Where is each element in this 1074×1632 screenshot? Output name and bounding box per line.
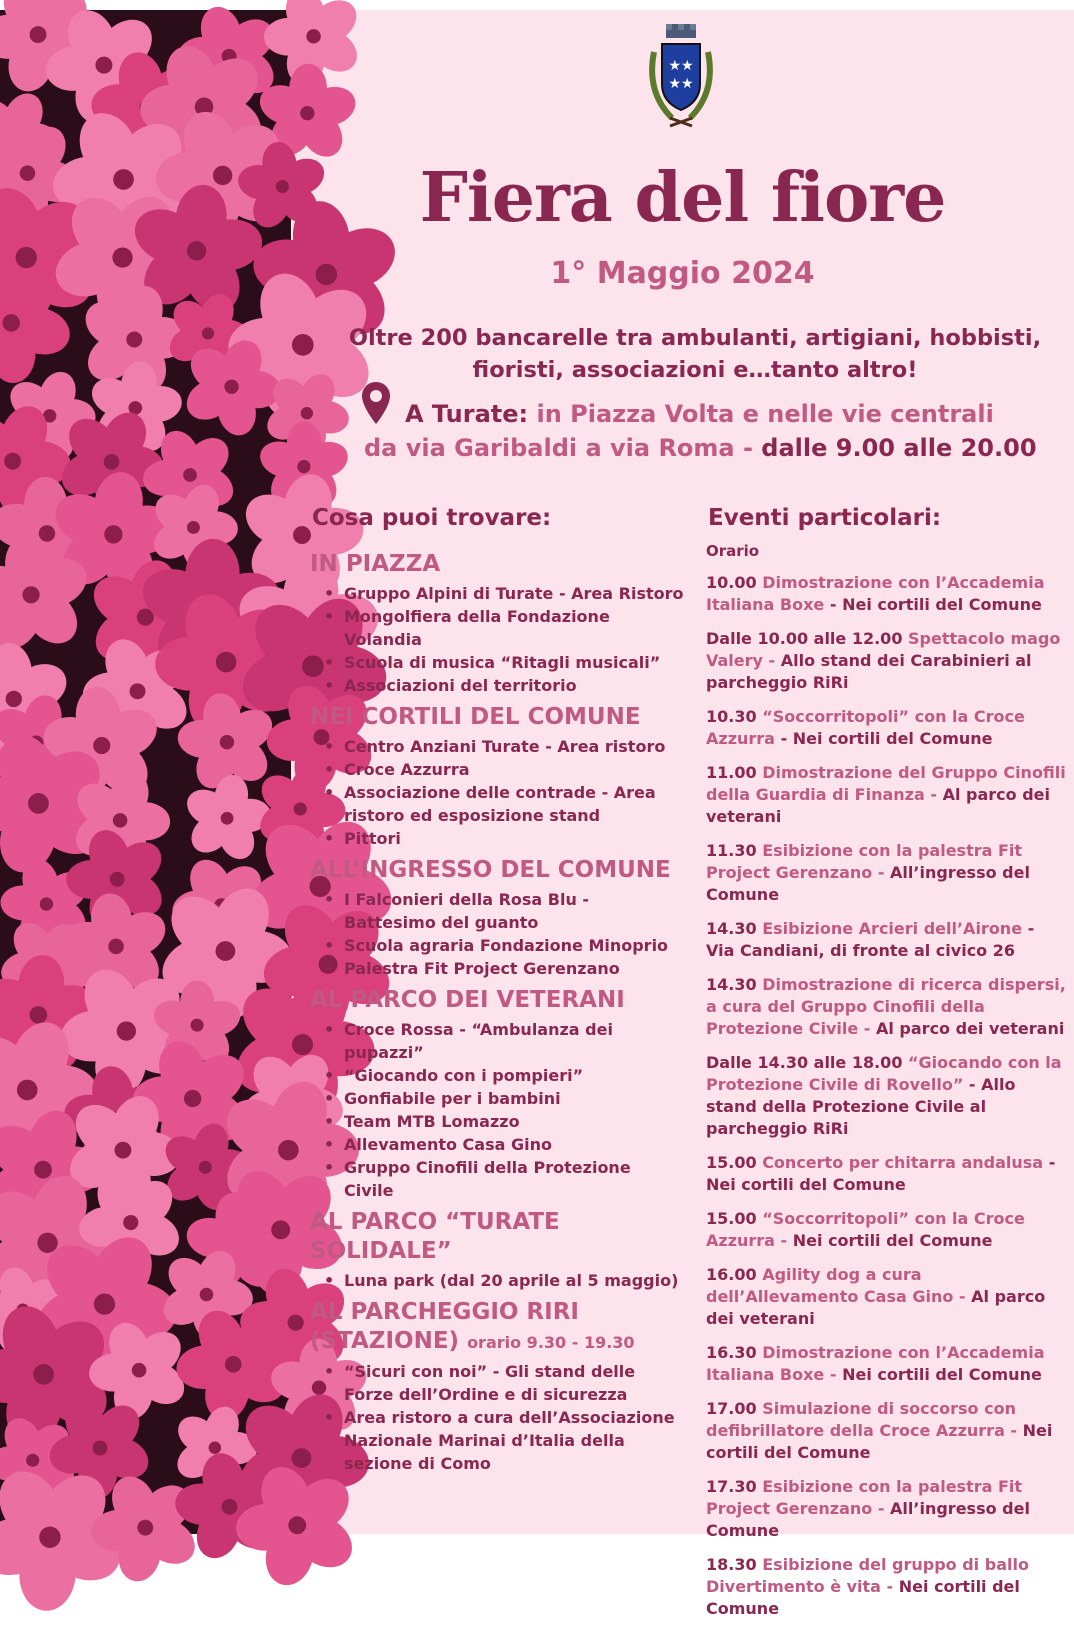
list-item: • Scuola di musica “Ritagli musicali” bbox=[310, 651, 685, 674]
events-subheading: Orario bbox=[706, 542, 760, 560]
list-item: • Area ristoro a cura dell’Associazione Nazionale Marinai d’Italia della sezione di Como bbox=[310, 1406, 685, 1475]
event-desc: Esibizione con la palestra Fit Project Gerenzano - bbox=[706, 1477, 1023, 1518]
intro-text: Oltre 200 bancarelle tra ambulanti, artigiani, hobbisti, fioristi, associazioni e…tanto altro! bbox=[348, 325, 1042, 383]
section-title bbox=[310, 1298, 685, 1357]
event-time: 10.00 bbox=[706, 573, 757, 592]
event-time: 14.30 bbox=[706, 975, 757, 994]
left-heading: Cosa puoi trovare: bbox=[312, 505, 552, 531]
event-place: Allo stand dei Carabinieri al parcheggio RiRi bbox=[706, 651, 1032, 692]
list-item: • Mongolfiera della Fondazione Volandia bbox=[310, 605, 685, 651]
list-item: • Team MTB Lomazzo bbox=[310, 1110, 685, 1133]
right-heading: Eventi particolari: bbox=[708, 505, 942, 531]
list-item: • Luna park (dal 20 aprile al 5 maggio) bbox=[310, 1269, 685, 1292]
flower-photo bbox=[0, 10, 291, 1534]
section-items bbox=[310, 888, 685, 980]
section-items bbox=[310, 1269, 685, 1292]
poster bbox=[0, 10, 1074, 1618]
event-place: - Via Candiani, di fronte al civico 26 bbox=[706, 919, 1035, 960]
event-place: Nei cortili del Comune bbox=[706, 1577, 1020, 1618]
event-item bbox=[706, 840, 1066, 906]
event-time: 15.00 bbox=[706, 1209, 757, 1228]
list-item: • Croce Azzurra bbox=[310, 758, 685, 781]
event-desc: Agility dog a cura dell’Allevamento Casa Gino - bbox=[706, 1265, 966, 1306]
list-item: • “Sicuri con noi” - Gli stand delle Forze dell’Ordine e di sicurezza bbox=[310, 1360, 685, 1406]
municipal-crest-icon bbox=[642, 22, 720, 132]
event-desc: Esibizione del gruppo di ballo Divertimento è vita - bbox=[706, 1555, 1029, 1596]
list-item: • Gonfiabile per i bambini bbox=[310, 1087, 685, 1110]
event-item bbox=[706, 1264, 1066, 1330]
event-place: Al parco dei veterani bbox=[706, 785, 1050, 826]
event-place: Nei cortili del Comune bbox=[706, 1421, 1053, 1462]
event-place: - Nei cortili del Comune bbox=[829, 595, 1042, 614]
event-place: Nei cortili del Comune bbox=[842, 1365, 1042, 1384]
page-title: Fiera del fiore bbox=[419, 158, 946, 238]
list-item: • Gruppo Cinofili della Protezione Civile bbox=[310, 1156, 685, 1202]
section-items bbox=[310, 582, 685, 697]
list-item: • Palestra Fit Project Gerenzano bbox=[310, 957, 685, 980]
list-item: • Scuola agraria Fondazione Minoprio bbox=[310, 934, 685, 957]
list-item: • Allevamento Casa Gino bbox=[310, 1133, 685, 1156]
event-time: 16.30 bbox=[706, 1343, 757, 1362]
event-time: 10.30 bbox=[706, 707, 757, 726]
event-item bbox=[706, 1476, 1066, 1542]
event-desc: Spettacolo mago Valery - bbox=[706, 629, 1061, 670]
flower-illustration bbox=[0, 10, 291, 1534]
event-time: 16.00 bbox=[706, 1265, 757, 1284]
event-time: Dalle 14.30 alle 18.00 bbox=[706, 1053, 903, 1072]
streets-line bbox=[364, 434, 1037, 462]
event-time: 17.00 bbox=[706, 1399, 757, 1418]
event-item bbox=[706, 1554, 1066, 1620]
list-item: • Pittori bbox=[310, 827, 685, 850]
event-item bbox=[706, 762, 1066, 828]
event-desc: Dimostrazione con l’Accademia Italiana Boxe - bbox=[706, 1343, 1045, 1384]
event-time: 11.30 bbox=[706, 841, 757, 860]
event-item bbox=[706, 1152, 1066, 1196]
svg-text:★★: ★★ bbox=[668, 76, 694, 92]
list-item: • Associazioni del territorio bbox=[310, 674, 685, 697]
opening-hours: dalle 9.00 alle 20.00 bbox=[761, 434, 1037, 462]
event-desc: Dimostrazione del Gruppo Cinofili della Guardia di Finanza - bbox=[706, 763, 1066, 804]
event-date: 1° Maggio 2024 bbox=[550, 256, 815, 291]
section-title-text: AL PARCO DEI VETERANI bbox=[310, 987, 625, 1013]
list-item: • Centro Anziani Turate - Area ristoro bbox=[310, 735, 685, 758]
event-desc: Dimostrazione con l’Accademia Italiana Boxe bbox=[706, 573, 1045, 614]
event-desc: “Giocando con la Protezione Civile di Rovello” bbox=[706, 1053, 1062, 1094]
event-item bbox=[706, 974, 1066, 1040]
section-items bbox=[310, 735, 685, 850]
event-item bbox=[706, 1342, 1066, 1386]
event-place: Al parco dei veterani bbox=[875, 1019, 1065, 1038]
section-title-text: IN PIAZZA bbox=[310, 551, 441, 577]
section-title-text: AL PARCHEGGIO RIRI (STAZIONE) bbox=[310, 1299, 579, 1354]
event-time: Dalle 10.00 alle 12.00 bbox=[706, 629, 903, 648]
event-place: - Nei cortili del Comune bbox=[706, 1153, 1056, 1194]
list-item: • I Falconieri della Rosa Blu - Battesimo del guanto bbox=[310, 888, 685, 934]
event-desc: Esibizione con la palestra Fit Project Gerenzano - bbox=[706, 841, 1023, 882]
section-items bbox=[310, 1360, 685, 1475]
event-item bbox=[706, 1208, 1066, 1252]
flower-petals bbox=[181, 772, 273, 865]
map-pin-icon bbox=[360, 380, 392, 426]
event-desc: “Soccorritopoli” con la Croce Azzurra - bbox=[706, 1209, 1025, 1250]
event-time: 14.30 bbox=[706, 919, 757, 938]
svg-text:★★: ★★ bbox=[668, 58, 694, 74]
section-title bbox=[310, 703, 685, 732]
event-time: 15.00 bbox=[706, 1153, 757, 1172]
what-to-find-list bbox=[310, 550, 685, 1481]
event-desc: “Soccorritopoli” con la Croce Azzurra bbox=[706, 707, 1025, 748]
event-item bbox=[706, 1398, 1066, 1464]
section-title bbox=[310, 856, 685, 885]
event-item bbox=[706, 572, 1066, 616]
section-items bbox=[310, 1018, 685, 1202]
event-item bbox=[706, 706, 1066, 750]
section-note: orario 9.30 - 19.30 bbox=[467, 1333, 635, 1352]
event-desc: Dimostrazione di ricerca dispersi, a cura del Gruppo Cinofili della Protezione Civile - bbox=[706, 975, 1066, 1038]
event-place: - Nei cortili del Comune bbox=[780, 729, 993, 748]
event-desc: Concerto per chitarra andalusa bbox=[762, 1153, 1044, 1172]
event-item bbox=[706, 1052, 1066, 1140]
events-list bbox=[706, 542, 1066, 1632]
event-place: Al parco dei veterani bbox=[706, 1287, 1046, 1328]
list-item: • Croce Rossa - “Ambulanza dei pupazzi” bbox=[310, 1018, 685, 1064]
event-time: 11.00 bbox=[706, 763, 757, 782]
list-item: • “Giocando con i pompieri” bbox=[310, 1064, 685, 1087]
event-place: All’ingresso del Comune bbox=[706, 863, 1030, 904]
event-item bbox=[706, 628, 1066, 694]
section-title-text: ALL’INGRESSO DEL COMUNE bbox=[310, 857, 671, 883]
event-time: 17.30 bbox=[706, 1477, 757, 1496]
list-item: • Associazione delle contrade - Area ristoro ed esposizione stand bbox=[310, 781, 685, 827]
location-label: A Turate: bbox=[405, 400, 529, 428]
event-time: 18.30 bbox=[706, 1555, 757, 1574]
list-item: • Gruppo Alpini di Turate - Area Ristoro bbox=[310, 582, 685, 605]
section-title bbox=[310, 550, 685, 579]
section-title-text: AL PARCO “TURATE SOLIDALE” bbox=[310, 1209, 560, 1264]
event-place: - Allo stand della Protezione Civile al parcheggio RiRi bbox=[706, 1075, 1016, 1138]
event-item bbox=[706, 918, 1066, 962]
location-text: in Piazza Volta e nelle vie centrali bbox=[536, 400, 994, 428]
event-desc: Simulazione di soccorso con defibrillatore della Croce Azzurra - bbox=[706, 1399, 1018, 1440]
section-title-text: NEI CORTILI DEL COMUNE bbox=[310, 704, 641, 730]
event-place: Nei cortili del Comune bbox=[792, 1231, 993, 1250]
section-title bbox=[310, 986, 685, 1015]
event-desc: Esibizione Arcieri dell’Airone bbox=[762, 919, 1023, 938]
location-line bbox=[405, 400, 994, 428]
location-streets: da via Garibaldi a via Roma - bbox=[364, 434, 753, 462]
section-title bbox=[310, 1208, 685, 1266]
event-place: All’ingresso del Comune bbox=[706, 1499, 1030, 1540]
